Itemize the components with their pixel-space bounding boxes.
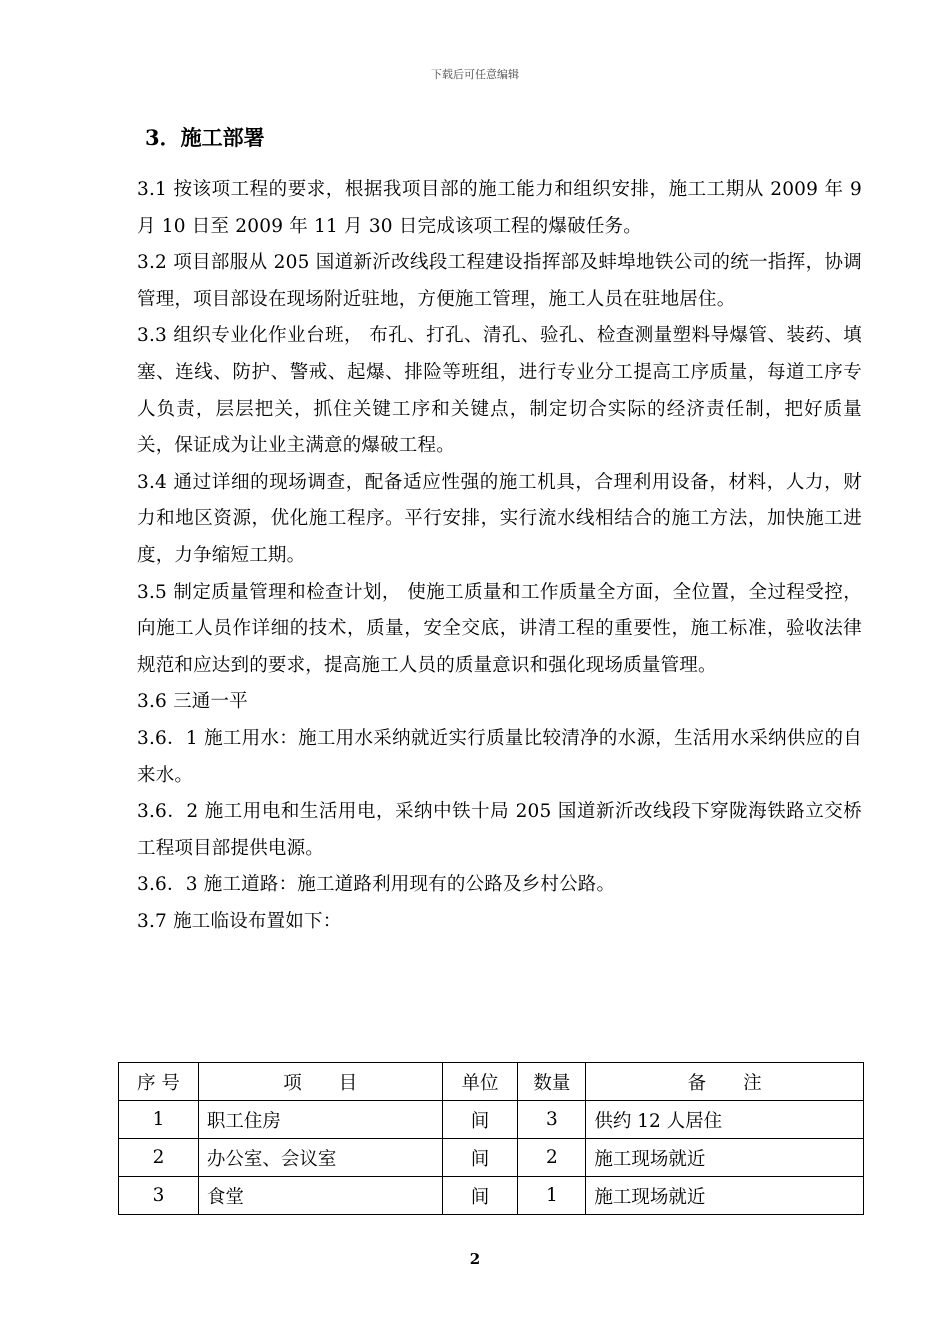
cell-quantity: 1 — [518, 1177, 586, 1215]
paragraph-3-5: 3.5 制定质量管理和检查计划， 使施工质量和工作质量全方面，全位置，全过程受控，向施工人员作详细的技术，质量，安全交底，讲清工程的重要性，施工标准，验收法律规范和应达到的要求，提高施工人员的质量意识和强化现场质量管理。 — [137, 581, 862, 676]
cell-index: 1 — [119, 1101, 199, 1139]
header-cell-index: 序 号 — [119, 1063, 199, 1101]
cell-index: 3 — [119, 1177, 199, 1215]
header-cell-item: 项 目 — [198, 1063, 442, 1101]
paragraph-3-6-2: 3.6．2 施工用电和生活用电，采纳中铁十局 205 国道新沂改线段下穿陇海铁路立交桥工程项目部提供电源。 — [137, 801, 862, 859]
cell-index: 2 — [119, 1139, 199, 1177]
header-cell-unit: 单位 — [442, 1063, 518, 1101]
page-header: 下载后可任意编辑 — [431, 68, 519, 81]
paragraph-3-6: 3.6 三通一平 — [137, 691, 248, 713]
cell-remark: 施工现场就近 — [586, 1177, 864, 1215]
facilities-table — [118, 1062, 864, 1215]
paragraph-3-3: 3.3 组织专业化作业台班， 布孔、打孔、清孔、验孔、检查测量塑料导爆管、装药、填塞、连线、防护、警戒、起爆、排险等班组，进行专业分工提高工序质量，每道工序专人负责，层层把关，抓住关键工序和关键点，制定切合实际的经济责任制，把好质量关，保证成为让业主满意的爆破工程。 — [137, 325, 862, 457]
cell-item: 食堂 — [198, 1177, 442, 1215]
section-title: 3．施工部署 — [145, 125, 265, 150]
cell-item: 办公室、会议室 — [198, 1139, 442, 1177]
paragraph-3-2: 3.2 项目部服从 205 国道新沂改线段工程建设指挥部及蚌埠地铁公司的统一指挥，协调管理，项目部设在现场附近驻地，方便施工管理，施工人员在驻地居住。 — [137, 252, 862, 310]
header-cell-remark: 备 注 — [586, 1063, 864, 1101]
paragraph-3-6-1: 3.6．1 施工用水：施工用水采纳就近实行质量比较清净的水源，生活用水采纳供应的自来水。 — [137, 727, 862, 786]
cell-remark: 施工现场就近 — [586, 1139, 864, 1177]
header-cell-quantity: 数量 — [518, 1063, 586, 1101]
paragraph-3-7: 3.7 施工临设布置如下： — [137, 910, 342, 932]
cell-quantity: 3 — [518, 1101, 586, 1139]
document-body — [137, 172, 862, 940]
cell-unit: 间 — [442, 1139, 518, 1177]
cell-quantity: 2 — [518, 1139, 586, 1177]
cell-unit: 间 — [442, 1101, 518, 1139]
paragraph-3-1: 3.1 按该项工程的要求，根据我项目部的施工能力和组织安排，施工工期从 2009 年 9 月 10 日至 2009 年 11 月 30 日完成该项工程的爆破任务。 — [137, 179, 862, 237]
table-row — [119, 1101, 864, 1139]
cell-unit: 间 — [442, 1177, 518, 1215]
table-row — [119, 1139, 864, 1177]
cell-remark: 供约 12 人居住 — [586, 1101, 864, 1139]
paragraph-3-6-3: 3.6．3 施工道路：施工道路利用现有的公路及乡村公路。 — [137, 874, 616, 896]
table-row — [119, 1177, 864, 1215]
cell-item: 职工住房 — [198, 1101, 442, 1139]
page-number: 2 — [469, 1250, 481, 1268]
paragraph-3-4: 3.4 通过详细的现场调查，配备适应性强的施工机具，合理利用设备，材料，人力，财力和地区资源，优化施工程序。平行安排，实行流水线相结合的施工方法，加快施工进度，力争缩短工期。 — [137, 471, 862, 566]
table-header-row — [119, 1063, 864, 1101]
